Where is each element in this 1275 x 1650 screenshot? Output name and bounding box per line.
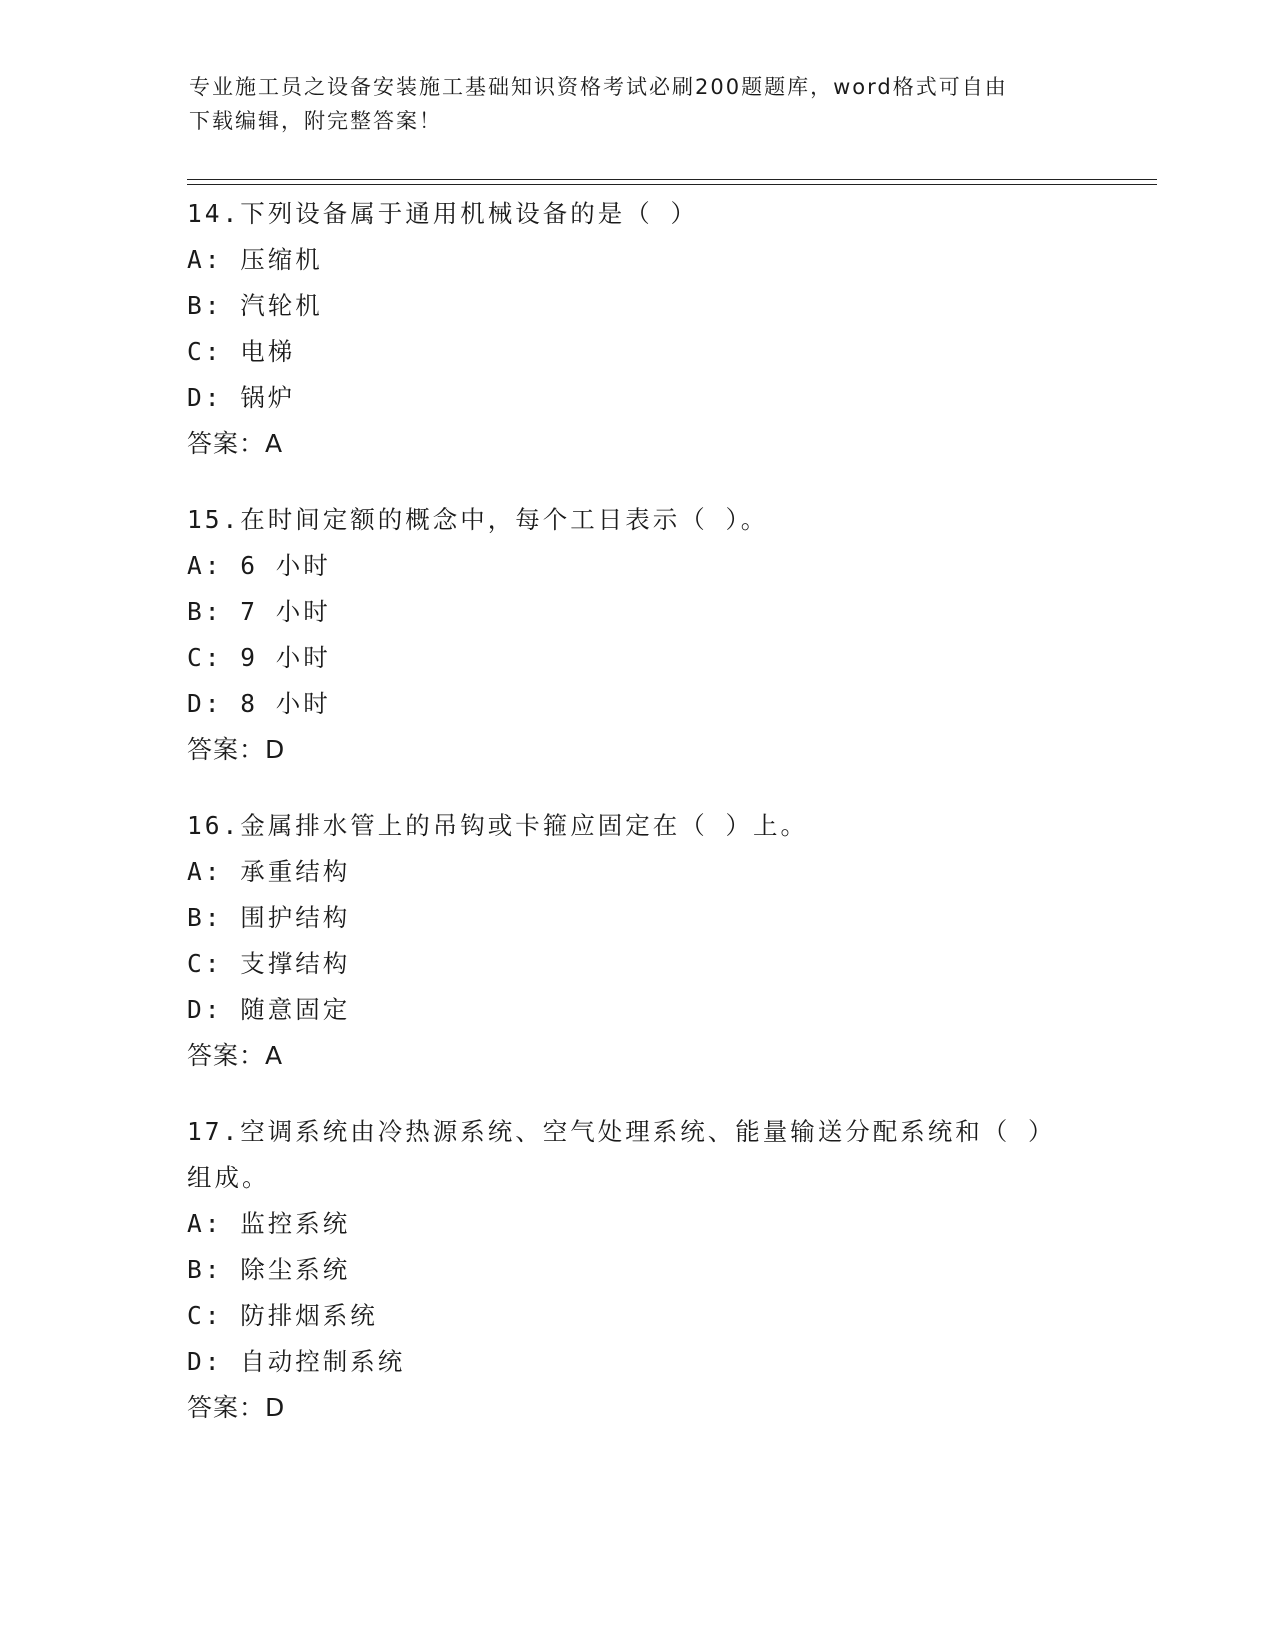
option-a: A: 压缩机 <box>187 245 323 274</box>
answer-line: 答案：A <box>187 429 284 458</box>
answer-line: 答案：D <box>187 1393 286 1422</box>
question-17 <box>187 1109 1087 1431</box>
question-list <box>187 191 1087 1461</box>
question-14 <box>187 191 1087 467</box>
question-stem: 16.金属排水管上的吊钩或卡箍应固定在（ ）上。 <box>187 811 808 840</box>
question-stem: 17.空调系统由冷热源系统、空气处理系统、能量输送分配系统和（ ）组成。 <box>187 1117 1044 1192</box>
answer-line: 答案：A <box>187 1041 284 1070</box>
option-b: B: 汽轮机 <box>187 291 323 320</box>
option-d: D: 锅炉 <box>187 383 296 412</box>
option-d: D: 随意固定 <box>187 995 351 1024</box>
option-a: A: 6 小时 <box>187 551 331 580</box>
option-b: B: 7 小时 <box>187 597 331 626</box>
option-d: D: 8 小时 <box>187 689 331 718</box>
option-c: C: 支撑结构 <box>187 949 351 978</box>
answer-line: 答案：D <box>187 735 286 764</box>
header-line-1: 专业施工员之设备安装施工基础知识资格考试必刷200题题库，word格式可自由 <box>189 75 1008 99</box>
option-a: A: 承重结构 <box>187 857 351 886</box>
option-c: C: 9 小时 <box>187 643 331 672</box>
question-stem: 15.在时间定额的概念中，每个工日表示（ ）。 <box>187 505 769 534</box>
option-c: C: 电梯 <box>187 337 296 366</box>
question-15 <box>187 497 1087 773</box>
question-stem: 14.下列设备属于通用机械设备的是（ ） <box>187 199 698 228</box>
option-c: C: 防排烟系统 <box>187 1301 378 1330</box>
header-line-2: 下载编辑，附完整答案！ <box>189 109 442 133</box>
question-16 <box>187 803 1087 1079</box>
document-header <box>189 70 1089 138</box>
header-divider-bottom <box>187 184 1157 185</box>
header-divider-top <box>187 179 1157 180</box>
option-a: A: 监控系统 <box>187 1209 351 1238</box>
option-b: B: 围护结构 <box>187 903 351 932</box>
option-b: B: 除尘系统 <box>187 1255 351 1284</box>
option-d: D: 自动控制系统 <box>187 1347 406 1376</box>
